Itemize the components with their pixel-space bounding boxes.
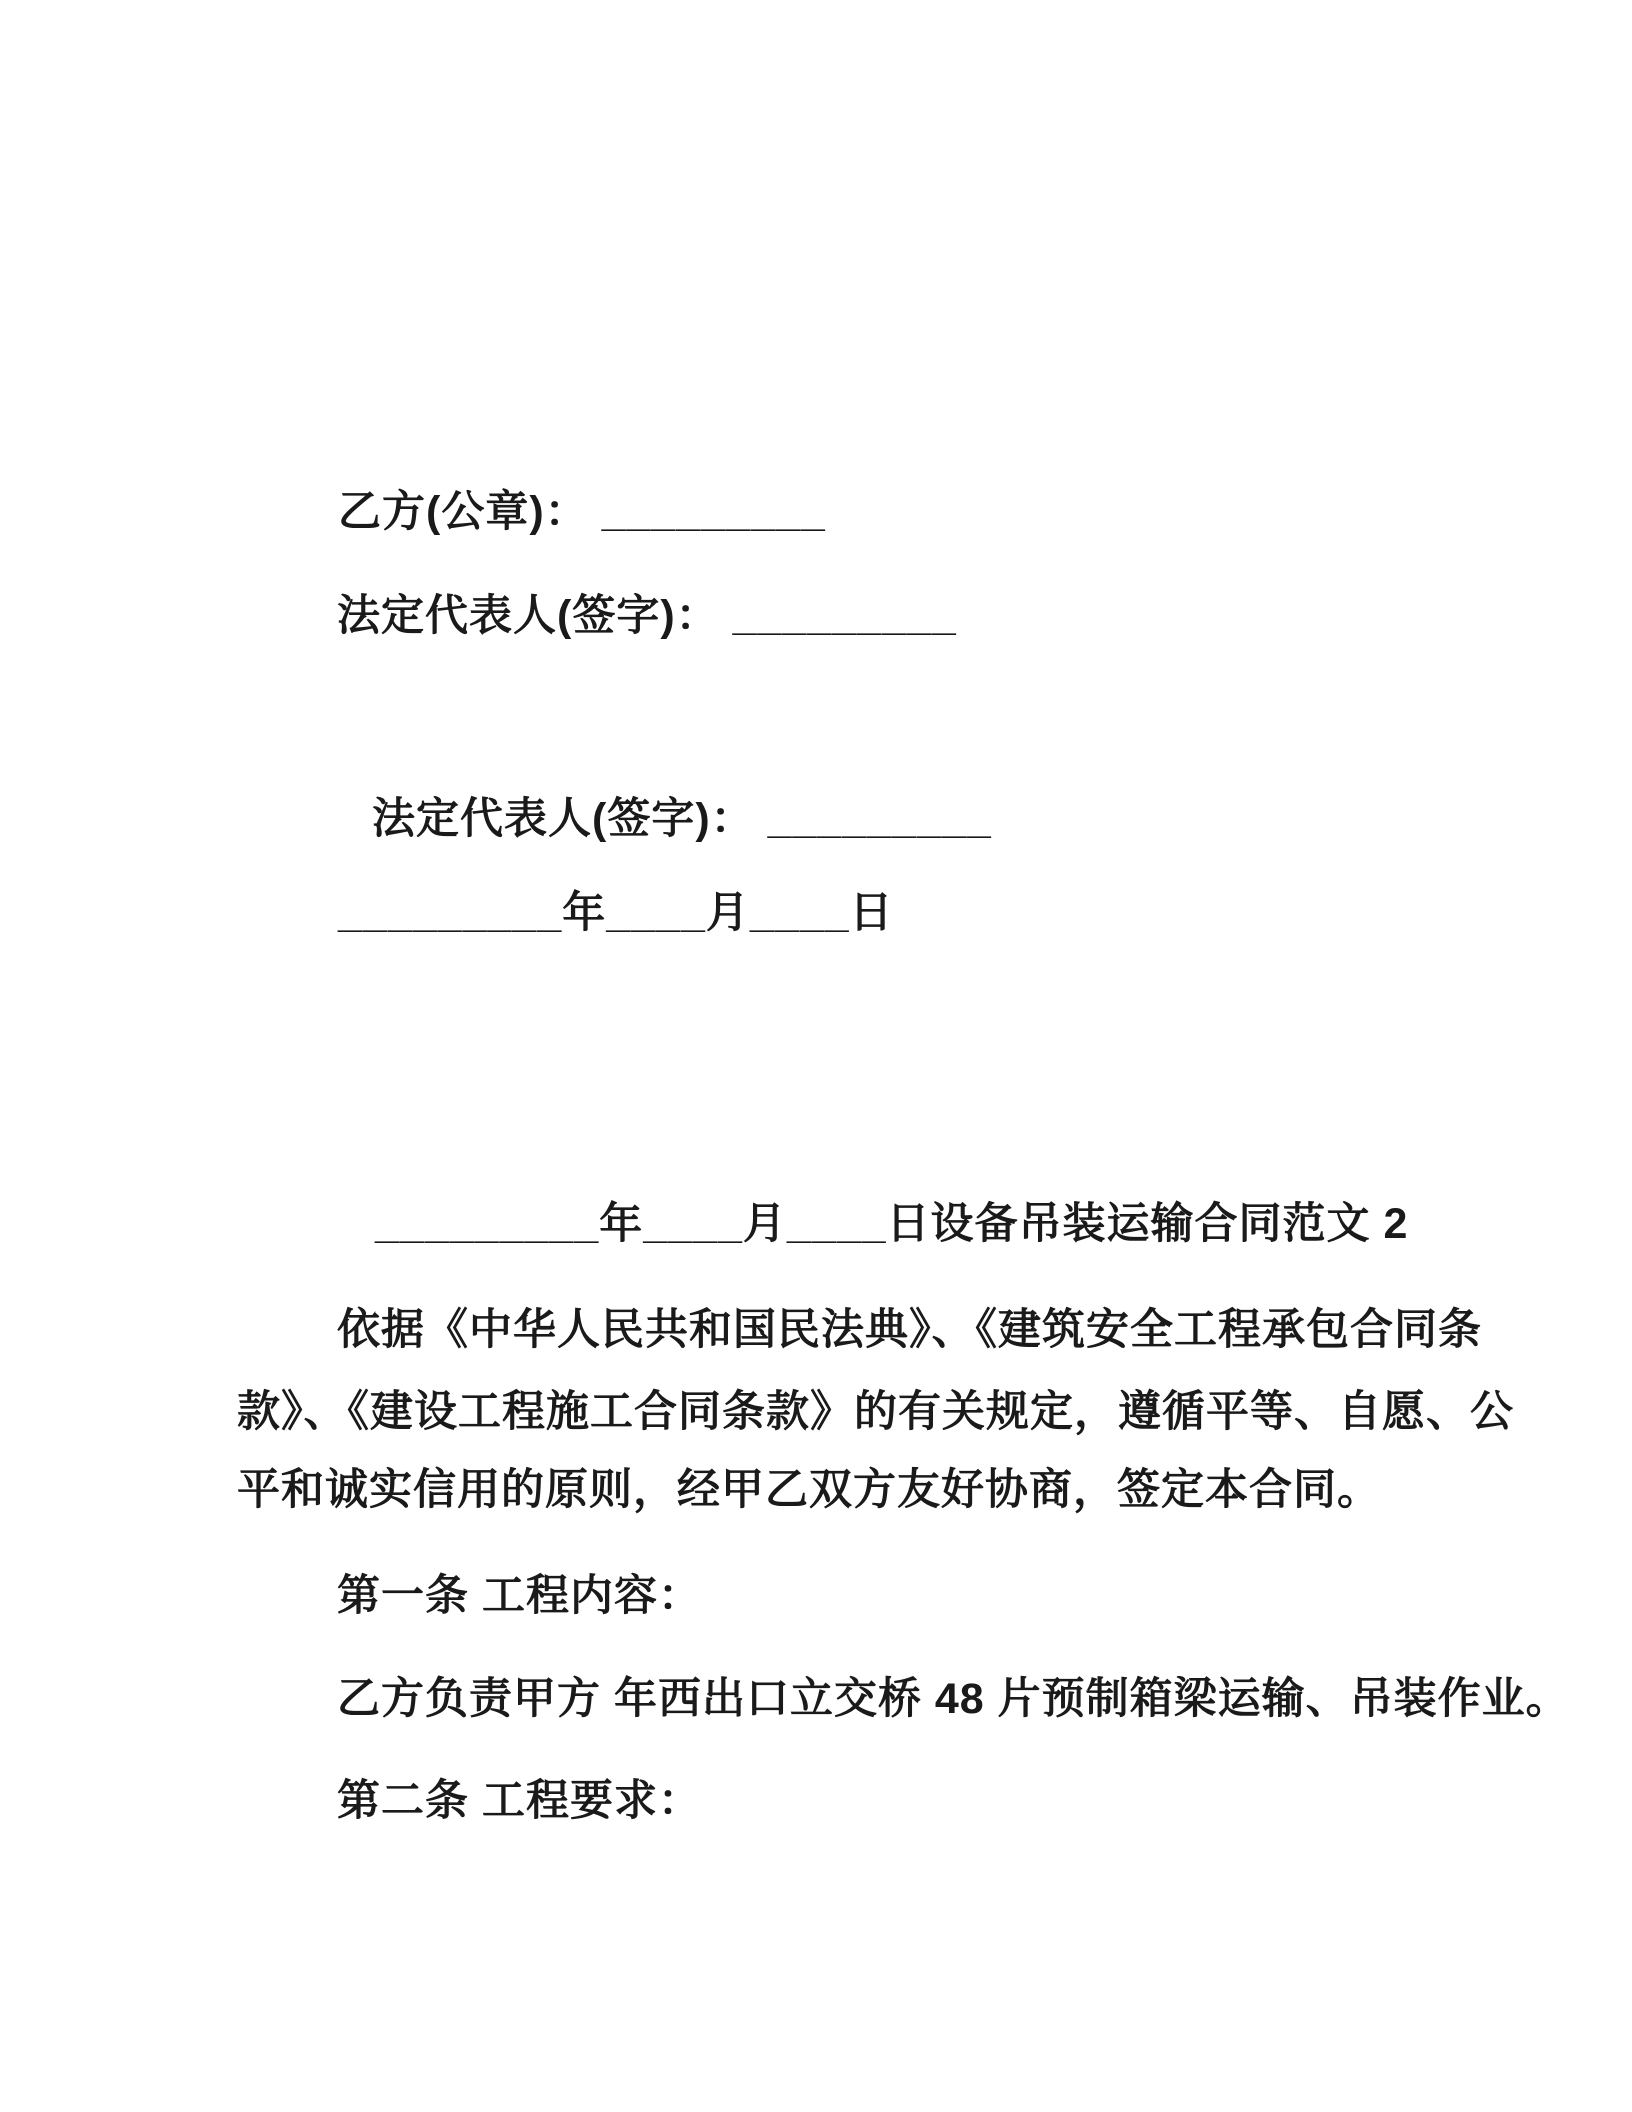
article-1-body: 乙方负责甲方 年西出口立交桥 48 片预制箱梁运输、吊装作业。 (337, 1675, 1570, 1723)
preamble-line-1: 依据《中华人民共和国民法典》、《建筑安全工程承包合同条 (337, 1306, 1482, 1354)
contract-2-heading: _________年____月____日设备吊装运输合同范文 2 (375, 1200, 1409, 1248)
legal-representative-signature-line-2: 法定代表人(签字)： _________ (372, 795, 992, 843)
party-b-seal-line: 乙方(公章)： _________ (338, 488, 826, 536)
signature-date-blank-line: _________年____月____日 (338, 889, 894, 937)
article-1-heading: 第一条 工程内容： (337, 1572, 702, 1620)
preamble-line-2: 款》、《建设工程施工合同条款》的有关规定，遵循平等、自愿、公 (237, 1388, 1514, 1436)
legal-representative-signature-line-1: 法定代表人(签字)： _________ (337, 592, 957, 640)
article-2-heading: 第二条 工程要求： (337, 1777, 702, 1825)
preamble-line-3: 平和诚实信用的原则，经甲乙双方友好协商，签定本合同。 (237, 1466, 1381, 1514)
